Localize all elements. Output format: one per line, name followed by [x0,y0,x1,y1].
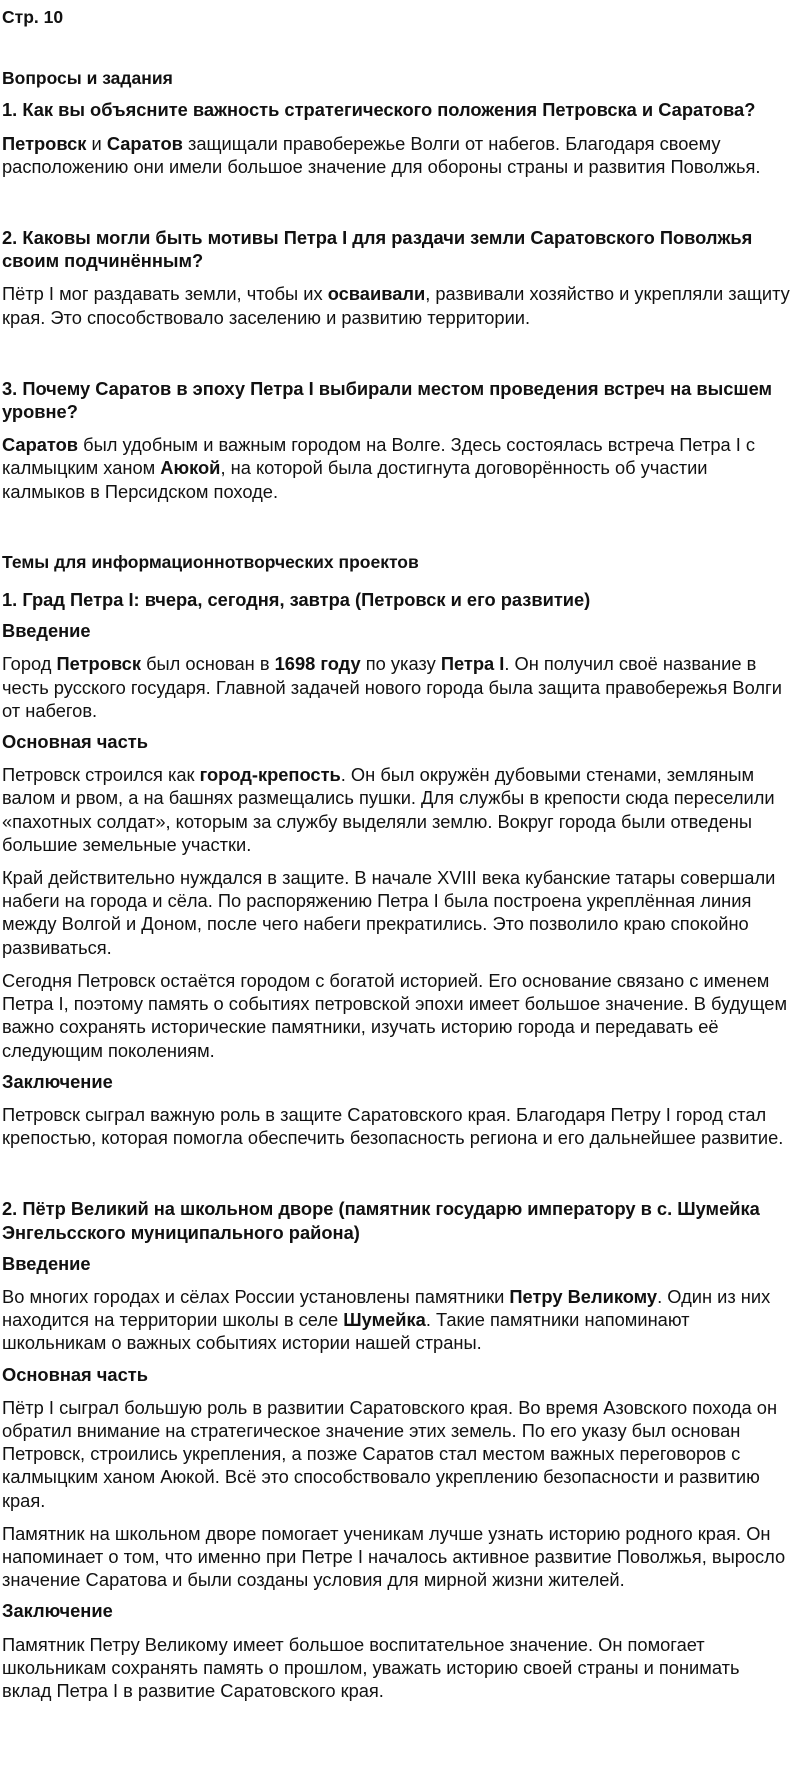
intro-heading: Введение [2,620,91,642]
main-paragraph [2,969,792,1062]
spacer [2,574,792,588]
emphasis-text: Петра I [440,653,505,675]
conclusion-paragraph [2,1633,792,1703]
answer-text [2,282,792,328]
text-run: Сегодня Петровск остаётся городом с богатой историей. Его основание связано с именем Петра I, поэтому память о событиях петровской эпохи имеет большое значение. В будущем важно сохранять исторические памятники, изучать историю города и передавать её следующим поколениям. [2,969,788,1061]
main-part-heading: Основная часть [2,1363,148,1385]
text-run: Пётр I сыграл большую роль в развитии Саратовского края. Во время Азовского похода он обратил внимание на стратегическое значение этих земель. По его указу был основан Петровск, строились укрепления, а позже Саратов стал местом важных переговоров с калмыцким ханом Аюкой. Всё это способствовало укреплению безопасности и развитию края. [2,1396,778,1511]
emphasis-text: Петровск [2,132,87,154]
text-run: . Он был окружён дубовыми стенами, земляным валом и рвом, а на башнях размещались пушки. Для службы в крепости сюда переселили «пахотных солдат», которым за службу выделяли землю. Вокруг города были отведены большие земельные участки. [2,764,775,855]
emphasis-text: Саратов [106,132,183,154]
text-run: . Один из них находится на территории школы в селе [2,1285,771,1331]
text-run: Во многих городах и сёлах России установлены памятники [2,1285,510,1307]
spacer [2,329,792,377]
text-run: защищали правобережье Волги от набегов. Благодаря своему расположению они имели большое значение для обороны страны и развития Поволжья. [2,132,761,177]
page-label: Стр. 10 [2,7,64,27]
text-run: Город [2,653,57,675]
text-run: был основан в [140,653,275,675]
intro-paragraph [2,652,792,722]
spacer [2,90,792,98]
emphasis-text: Петру Великому [509,1285,658,1307]
project-title: 2. Пётр Великий на школьном дворе (памятник государю императору в с. Шумейка Энгельсского муниципального района) [2,1198,760,1243]
text-run: был удобным и важным городом на Волге. Здесь состоялась встреча Петра I с калмыцким ханом [2,434,756,479]
emphasis-text: Аюкой [160,457,221,479]
emphasis-text: Шумейка [343,1309,426,1331]
emphasis-text: осваивали [327,283,426,305]
text-run: , развивали хозяйство и укрепляли защиту края. Это способствовало заселению и развитию территории. [2,283,790,328]
text-run: по указу [360,653,441,675]
text-run: Памятник на школьном дворе помогает ученикам лучше узнать историю родного края. Он напоминает о том, что именно при Петре I началось активное развитие Поволжья, выросло значение Саратова и были созданы условия для мирной жизни жителей. [2,1522,786,1591]
projects-section-title: Темы для информационнотворческих проектов [2,551,419,572]
text-run: . Он получил своё название в честь русского государя. Главной задачей нового города была защита правобережья Волги от набегов. [2,653,782,721]
text-run: . Такие памятники напоминают школьникам о важных событиях истории нашей страны. [2,1309,690,1354]
question-text: 3. Почему Саратов в эпоху Петра I выбирали местом проведения встреч на высшем уровне? [2,377,773,423]
main-paragraph [2,866,792,959]
main-paragraph [2,1396,792,1512]
question-text: 1. Как вы объясните важность стратегического положения Петровска и Саратова? [2,99,756,121]
text-run: Петровск строился как [2,764,200,786]
text-run: Край действительно нуждался в защите. В начале XVIII века кубанские татары совершали набеги на города и сёла. По распоряжению Петра I была построена укреплённая линия между Волгой и Доном, после чего набеги прекратились. Это позволило краю спокойно развиваться. [2,867,776,958]
main-paragraph [2,1522,792,1592]
conclusion-heading: Заключение [2,1070,113,1092]
project-block [2,588,792,1149]
project-title: 1. Град Петра I: вчера, сегодня, завтра (Петровск и его развитие) [2,589,591,611]
main-paragraph [2,763,792,856]
intro-heading: Введение [2,1252,91,1274]
question-block [2,226,792,329]
questions-section-title: Вопросы и задания [2,68,173,89]
emphasis-text: Саратов [2,434,79,456]
main-part-heading: Основная часть [2,731,148,753]
answer-text [2,132,792,178]
conclusion-paragraph [2,1103,792,1149]
spacer [2,29,792,67]
text-run: Пётр I мог раздавать земли, чтобы их [2,283,328,305]
project-block [2,1197,792,1702]
answer-text [2,433,792,503]
conclusion-heading: Заключение [2,1600,113,1622]
text-run: Петровск сыграл важную роль в защите Саратовского края. Благодаря Петру I город стал крепостью, которая помогла обеспечить безопасность региона и его дальнейшее развитие. [2,1103,784,1149]
text-run: Памятник Петру Великому имеет большое воспитательное значение. Он помогает школьникам сохранять память о прошлом, уважать историю своей страны и понимать вклад Петра I в развитие Саратовского края. [2,1633,740,1701]
question-block [2,377,792,503]
text-run: и [86,132,107,154]
spacer [2,178,792,226]
spacer [2,1149,792,1197]
emphasis-text: Петровск [56,653,141,675]
question-text: 2. Каковы могли быть мотивы Петра I для раздачи земли Саратовского Поволжья своим подчинённым? [2,227,753,272]
intro-paragraph [2,1285,792,1355]
text-run: , на которой была достигнута договорённость об участии калмыков в Персидском походе. [2,457,708,502]
emphasis-text: 1698 году [274,653,361,675]
spacer [2,503,792,551]
emphasis-text: город-крепость [199,764,341,786]
question-block [2,98,792,178]
